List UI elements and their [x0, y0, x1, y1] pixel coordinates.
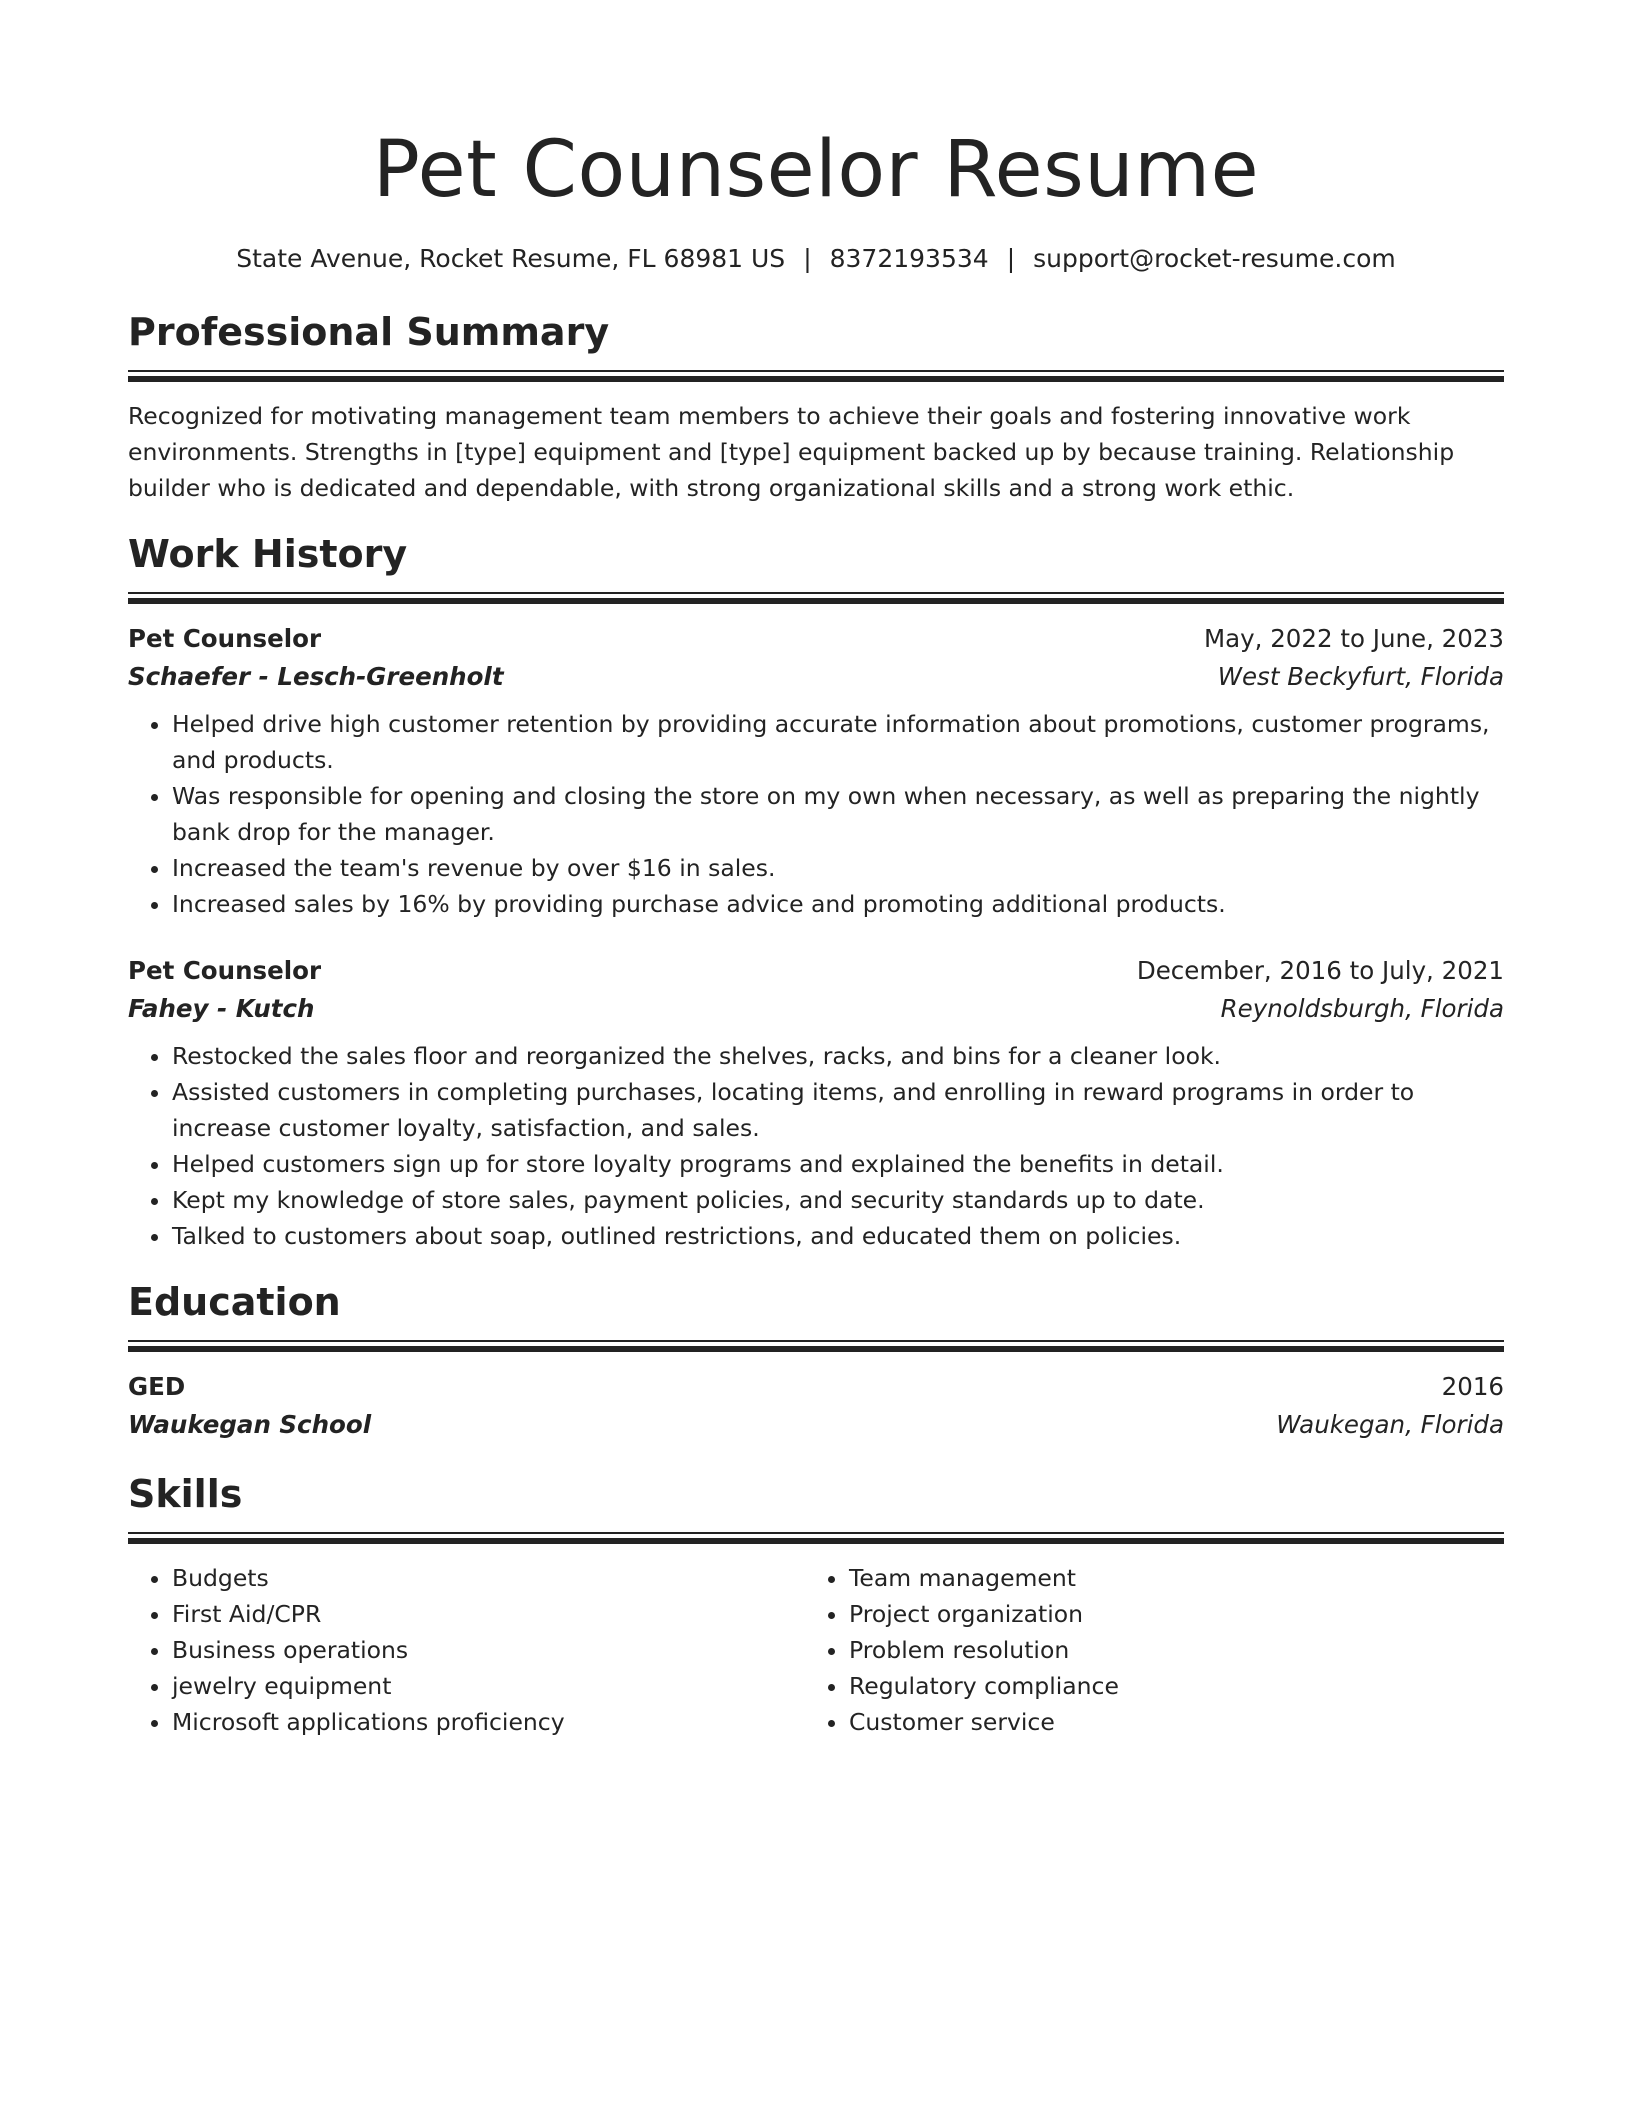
- section-divider: [128, 1532, 1504, 1544]
- skills-list-right: [805, 1560, 1482, 1740]
- job-bullet: • Assisted customers in completing purchases, locating items, and enrolling in reward programs in order to increase customer loyalty, satisfaction, and sales.: [172, 1074, 1504, 1146]
- skill-item: • Regulatory compliance: [849, 1668, 1482, 1704]
- contact-separator: |: [1006, 244, 1016, 273]
- job-location: Reynoldsburgh, Florida: [1220, 994, 1504, 1023]
- job-bullet: • Increased sales by 16% by providing purchase advice and promoting additional products.: [172, 886, 1504, 922]
- skill-item: • Microsoft applications proficiency: [172, 1704, 805, 1740]
- skill-item: • Customer service: [849, 1704, 1482, 1740]
- job-bullets: [128, 1038, 1504, 1254]
- contact-address: State Avenue, Rocket Resume, FL 68981 US: [236, 244, 786, 273]
- contact-separator: |: [803, 244, 812, 273]
- job-company: Schaefer - Lesch-Greenholt: [128, 662, 504, 691]
- job-entry: [128, 620, 1504, 922]
- job-dates: May, 2022 to June, 2023: [1203, 624, 1504, 653]
- work-history-section: [128, 528, 1504, 1254]
- skills-heading: Skills: [128, 1472, 243, 1516]
- section-divider: [128, 370, 1504, 382]
- job-bullet: • Increased the team's revenue by over $16 in sales.: [172, 850, 1504, 886]
- job-bullet: • Was responsible for opening and closing the store on my own when necessary, as well as preparing the nightly bank drop for the manager.: [172, 778, 1504, 850]
- job-bullets: [128, 706, 1504, 922]
- education-heading: Education: [128, 1280, 341, 1324]
- job-entry: [128, 952, 1504, 1254]
- skill-item: • Business operations: [172, 1632, 805, 1668]
- skill-item: • Team management: [849, 1560, 1482, 1596]
- skills-section: [128, 1468, 1504, 1740]
- skill-item: • Project organization: [849, 1596, 1482, 1632]
- job-bullet: • Helped drive high customer retention by providing accurate information about promotions, customer programs, and products.: [172, 706, 1504, 778]
- contact-phone: 8372193534: [829, 244, 989, 273]
- resume-title: Pet Counselor Resume: [372, 125, 1260, 215]
- job-bullet: • Helped customers sign up for store loyalty programs and explained the benefits in detail.: [172, 1146, 1504, 1182]
- skills-list-left: [128, 1560, 805, 1740]
- education-location: Waukegan, Florida: [1276, 1410, 1504, 1439]
- job-bullet: • Restocked the sales floor and reorganized the shelves, racks, and bins for a cleaner look.: [172, 1038, 1504, 1074]
- contact-email: support@rocket-resume.com: [1033, 244, 1396, 273]
- section-divider: [128, 1340, 1504, 1352]
- skill-item: • jewelry equipment: [172, 1668, 805, 1704]
- job-title: Pet Counselor: [128, 624, 322, 653]
- education-degree: GED: [128, 1372, 186, 1401]
- skill-item: • First Aid/CPR: [172, 1596, 805, 1632]
- job-bullet: • Talked to customers about soap, outlined restrictions, and educated them on policies.: [172, 1218, 1504, 1254]
- skill-item: • Problem resolution: [849, 1632, 1482, 1668]
- contact-line: [128, 242, 1504, 276]
- work-history-heading: Work History: [128, 532, 408, 576]
- job-dates: December, 2016 to July, 2021: [1136, 956, 1504, 985]
- education-year: 2016: [1441, 1372, 1504, 1401]
- skill-item: • Budgets: [172, 1560, 805, 1596]
- education-school: Waukegan School: [128, 1410, 372, 1439]
- job-location: West Beckyfurt, Florida: [1217, 662, 1504, 691]
- job-company: Fahey - Kutch: [128, 994, 315, 1023]
- section-divider: [128, 592, 1504, 604]
- summary-text: Recognized for motivating management team members to achieve their goals and fostering innovative work environments. Strengths in [type] equipment and [type] equipment backed up by because training. Relationship builder who is dedicated and dependable, with strong organizational skills and a strong work ethic.: [128, 402, 1455, 502]
- job-bullet: • Kept my knowledge of store sales, payment policies, and security standards up to date.: [172, 1182, 1504, 1218]
- job-title: Pet Counselor: [128, 956, 322, 985]
- summary-heading: Professional Summary: [128, 310, 610, 354]
- skills-columns: [128, 1560, 1504, 1740]
- summary-section: [128, 306, 1504, 506]
- education-section: [128, 1276, 1504, 1444]
